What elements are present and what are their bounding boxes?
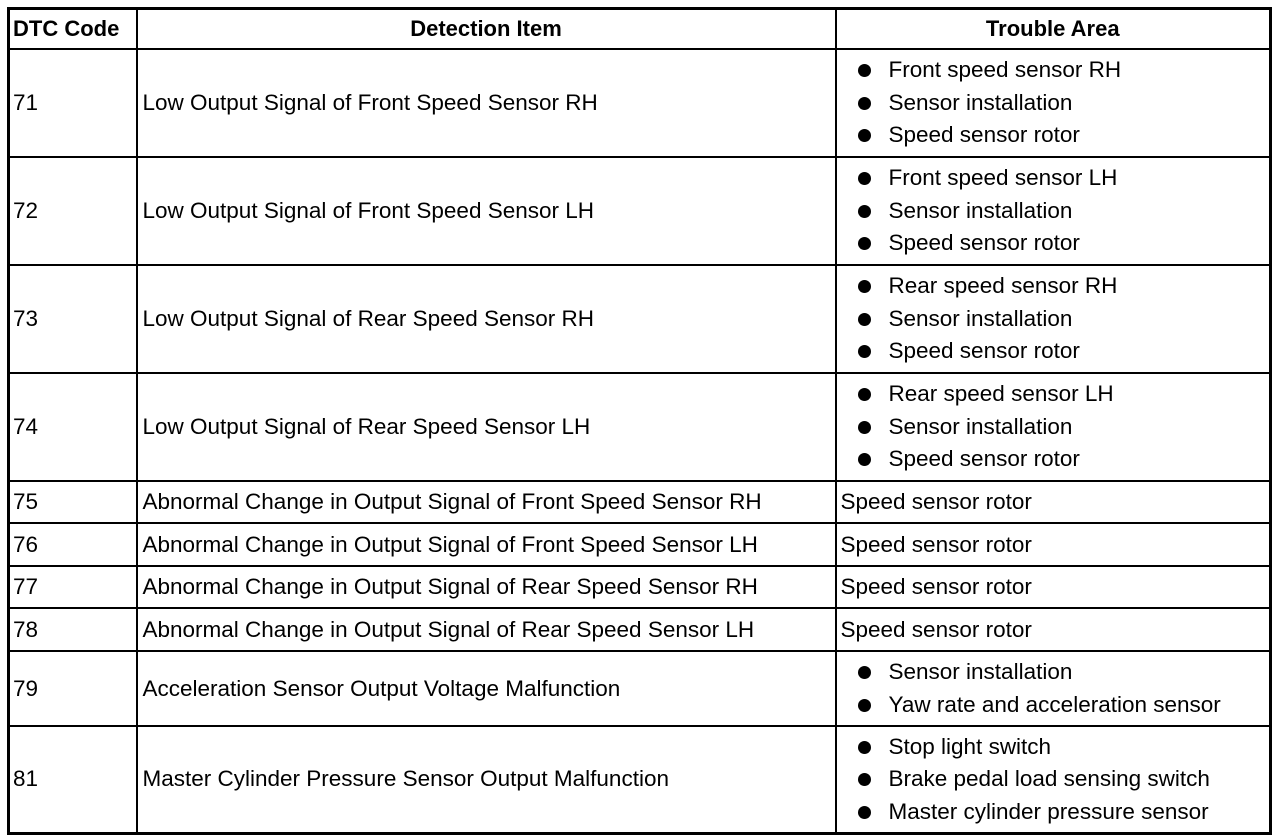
detection-item-cell: Low Output Signal of Rear Speed Sensor RH	[137, 265, 836, 373]
trouble-area-list	[837, 162, 1270, 260]
trouble-area-list	[837, 270, 1270, 368]
dtc-code-cell: 77	[9, 566, 137, 608]
bullet-icon	[858, 97, 871, 110]
list-item	[855, 443, 1270, 476]
dtc-code-cell: 76	[9, 523, 137, 566]
dtc-table	[7, 7, 1272, 835]
list-item	[855, 303, 1270, 336]
detection-item-cell: Abnormal Change in Output Signal of Front Speed Sensor RH	[137, 481, 836, 523]
detection-item-cell: Abnormal Change in Output Signal of Front Speed Sensor LH	[137, 523, 836, 566]
bullet-icon	[858, 129, 871, 142]
header-trouble-area: Trouble Area	[836, 9, 1271, 50]
dtc-code-cell: 81	[9, 726, 137, 833]
trouble-area-list	[837, 656, 1270, 721]
trouble-area-list	[837, 731, 1270, 829]
dtc-code-cell: 73	[9, 265, 137, 373]
trouble-area-list	[837, 54, 1270, 152]
bullet-icon	[858, 280, 871, 293]
trouble-area-label: Sensor installation	[888, 659, 1073, 684]
trouble-area-label: Speed sensor rotor	[888, 122, 1080, 148]
detection-item-cell: Low Output Signal of Front Speed Sensor LH	[137, 157, 836, 265]
trouble-area-label: Stop light switch	[888, 733, 1052, 759]
trouble-area-cell	[836, 651, 1271, 726]
dtc-code-cell: 71	[9, 49, 137, 157]
trouble-area-label: Sensor installation	[888, 305, 1073, 331]
list-item	[855, 54, 1270, 87]
bullet-icon	[858, 453, 871, 466]
trouble-area-label: Sensor installation	[888, 413, 1073, 439]
list-item	[855, 731, 1270, 764]
trouble-area-cell	[836, 265, 1271, 373]
table-header-row	[9, 9, 1271, 50]
list-item	[855, 162, 1270, 195]
bullet-icon	[858, 806, 871, 819]
list-item	[855, 796, 1270, 829]
list-item	[855, 411, 1270, 444]
bullet-icon	[858, 237, 871, 250]
bullet-icon	[858, 64, 871, 77]
table-row	[9, 157, 1271, 265]
trouble-area-label: Front speed sensor RH	[888, 57, 1122, 83]
trouble-area-label: Sensor installation	[888, 89, 1073, 115]
table-row	[9, 726, 1271, 833]
table-row	[9, 523, 1271, 566]
trouble-area-label: Brake pedal load sensing switch	[888, 766, 1210, 791]
list-item	[855, 270, 1270, 303]
trouble-area-label: Yaw rate and acceleration sensor	[888, 691, 1221, 717]
trouble-area-label: Sensor installation	[888, 197, 1073, 223]
trouble-area-label: Front speed sensor LH	[888, 165, 1118, 191]
bullet-icon	[858, 741, 871, 754]
list-item	[855, 689, 1270, 722]
table-row	[9, 481, 1271, 523]
trouble-area-label: Speed sensor rotor	[888, 446, 1080, 472]
trouble-area-cell	[836, 726, 1271, 833]
dtc-code-cell: 72	[9, 157, 137, 265]
trouble-area-label: Rear speed sensor LH	[888, 381, 1114, 407]
trouble-area-cell	[836, 157, 1271, 265]
trouble-area-cell: Speed sensor rotor	[836, 481, 1271, 523]
bullet-icon	[858, 172, 871, 185]
trouble-area-cell: Speed sensor rotor	[836, 523, 1271, 566]
table-body	[9, 49, 1271, 833]
bullet-icon	[858, 699, 871, 712]
detection-item-cell: Abnormal Change in Output Signal of Rear Speed Sensor RH	[137, 566, 836, 608]
table-row	[9, 265, 1271, 373]
list-item	[855, 227, 1270, 260]
list-item	[855, 195, 1270, 228]
trouble-area-label: Speed sensor rotor	[888, 230, 1080, 256]
header-detection-item: Detection Item	[137, 9, 836, 50]
detection-item-cell: Acceleration Sensor Output Voltage Malfunction	[137, 651, 836, 726]
table-row	[9, 608, 1271, 651]
detection-item-cell: Low Output Signal of Front Speed Sensor RH	[137, 49, 836, 157]
trouble-area-label: Master cylinder pressure sensor	[888, 798, 1209, 824]
list-item	[855, 378, 1270, 411]
dtc-code-cell: 75	[9, 481, 137, 523]
trouble-area-label: Speed sensor rotor	[888, 338, 1080, 364]
list-item	[855, 763, 1270, 796]
list-item	[855, 87, 1270, 120]
bullet-icon	[858, 345, 871, 358]
detection-item-cell: Abnormal Change in Output Signal of Rear Speed Sensor LH	[137, 608, 836, 651]
bullet-icon	[858, 388, 871, 401]
dtc-code-cell: 74	[9, 373, 137, 481]
bullet-icon	[858, 421, 871, 434]
trouble-area-list	[837, 378, 1270, 476]
table-row	[9, 651, 1271, 726]
trouble-area-cell	[836, 373, 1271, 481]
list-item	[855, 335, 1270, 368]
list-item	[855, 656, 1270, 689]
bullet-icon	[858, 313, 871, 326]
trouble-area-cell	[836, 49, 1271, 157]
list-item	[855, 119, 1270, 152]
bullet-icon	[858, 205, 871, 218]
dtc-code-cell: 79	[9, 651, 137, 726]
dtc-code-cell: 78	[9, 608, 137, 651]
bullet-icon	[858, 773, 871, 786]
table-row	[9, 49, 1271, 157]
detection-item-cell: Low Output Signal of Rear Speed Sensor LH	[137, 373, 836, 481]
table-row	[9, 566, 1271, 608]
header-dtc-code: DTC Code	[9, 9, 137, 50]
trouble-area-cell: Speed sensor rotor	[836, 608, 1271, 651]
table-row	[9, 373, 1271, 481]
bullet-icon	[858, 666, 871, 679]
detection-item-cell: Master Cylinder Pressure Sensor Output Malfunction	[137, 726, 836, 833]
trouble-area-label: Rear speed sensor RH	[888, 273, 1118, 299]
trouble-area-cell: Speed sensor rotor	[836, 566, 1271, 608]
